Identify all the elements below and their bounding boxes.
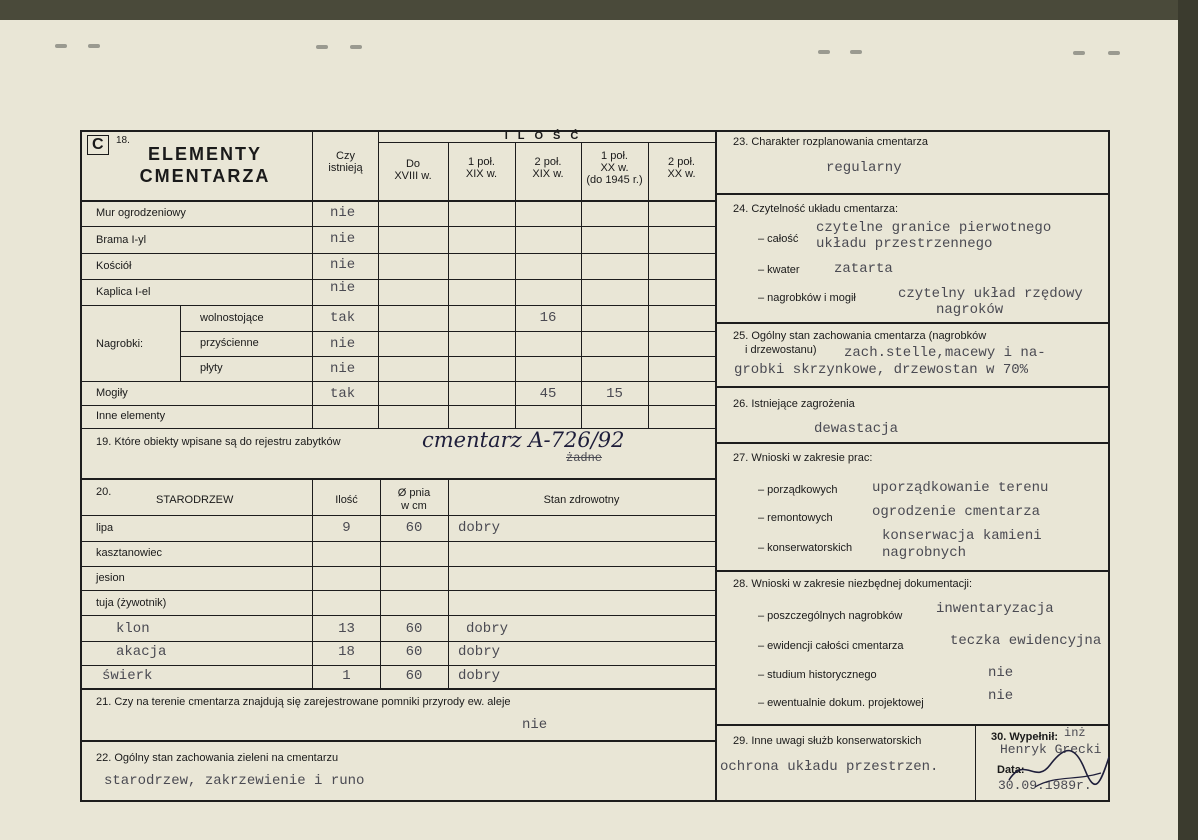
tree-name-swierk: świerk: [102, 668, 153, 684]
section-letter: C: [87, 135, 109, 155]
exists-kosciol: nie: [330, 257, 356, 273]
col-header-1-b: XVIII w.: [394, 170, 432, 182]
q24-kwater-value: zatarta: [834, 261, 893, 277]
tree-name-lipa: lipa: [96, 522, 114, 534]
q28-item4-value: nie: [988, 688, 1014, 704]
tree-diam-lipa: 60: [405, 520, 423, 536]
q30-name: Henryk Grecki: [1000, 742, 1102, 757]
q24-calosc-line2: układu przestrzennego: [816, 236, 993, 252]
q29-answer: ochrona układu przestrzen.: [720, 759, 939, 775]
q20-col-health: Stan zdrowotny: [543, 494, 620, 506]
col-exists-line2: istnieją: [328, 162, 363, 174]
tree-name-akacja: akacja: [116, 644, 167, 660]
q28-item3-value: nie: [988, 665, 1014, 681]
exists-przyscienne: nie: [330, 336, 356, 352]
exists-wolnostojace: tak: [330, 310, 356, 326]
exists-plyty: nie: [330, 361, 356, 377]
q29-label: 29. Inne uwagi służb konserwatorskich: [733, 735, 922, 747]
row-label-wolnostojace: wolnostojące: [200, 312, 264, 324]
q28-item1-value: inwentaryzacja: [936, 601, 1054, 617]
tree-count-lipa: 9: [342, 520, 351, 536]
q24-nagrobkow-label: – nagrobków i mogił: [758, 292, 856, 304]
q21-label: 21. Czy na terenie cmentarza znajdują się zarejestrowane pomniki przyrody ew. aleje: [96, 696, 511, 708]
col-header-4-b: XX w.: [600, 162, 629, 174]
tree-name-klon: klon: [116, 621, 150, 637]
col-header-5-a: 2 poł.: [668, 156, 695, 168]
tree-diam-akacja: 60: [405, 644, 423, 660]
col-header-3-b: XIX w.: [532, 168, 564, 180]
q23-label: 23. Charakter rozplanowania cmentarza: [733, 136, 929, 148]
q24-kwater-label: – kwater: [758, 264, 800, 276]
tree-count-klon: 13: [338, 621, 355, 637]
q20-col-diam-b: w cm: [401, 500, 427, 512]
q25-label-line2: i drzewostanu): [745, 344, 817, 356]
row-label-inne: Inne elementy: [96, 410, 166, 422]
q30-prefix: inż: [1064, 726, 1086, 740]
col-header-2-b: XIX w.: [465, 168, 498, 180]
tree-count-akacja: 18: [338, 644, 355, 660]
tree-diam-klon: 60: [405, 621, 423, 637]
q19-label: 19. Które obiekty wpisane są do rejestru zabytków: [96, 436, 341, 448]
q20-col-count: Ilość: [335, 494, 358, 506]
section-title-line2: CMENTARZA: [139, 166, 271, 186]
exists-kaplica: nie: [330, 280, 356, 296]
tree-health-akacja: dobry: [458, 644, 501, 660]
q27-item3-line2: nagrobnych: [882, 545, 967, 561]
q24-label: 24. Czytelność układu cmentarza:: [733, 203, 899, 215]
q27-item2-label: – remontowych: [758, 512, 833, 524]
q27-item2-value: ogrodzenie cmentarza: [872, 504, 1041, 520]
q20-col-diam-a: Ø pnia: [397, 487, 431, 499]
qty-mogily-1pol20: 15: [606, 386, 623, 402]
col-header-3-a: 2 poł.: [534, 156, 562, 168]
qty-mogily-2pol19: 45: [539, 386, 557, 402]
q23-answer: regularny: [826, 160, 902, 176]
q28-label: 28. Wnioski w zakresie niezbędnej dokumentacji:: [733, 578, 973, 590]
punch-mark: [88, 44, 100, 48]
q25-label-line1: 25. Ogólny stan zachowania cmentarza (nagrobków: [733, 330, 987, 342]
punch-mark: [1108, 51, 1120, 55]
q30-date: 30.09.1989r.: [998, 778, 1092, 793]
signature-scribble: [1005, 735, 1115, 790]
tree-name-tuja: tuja (żywotnik): [96, 597, 167, 609]
col-exists-line1: Czy: [336, 150, 355, 162]
col-header-1-a: Do: [405, 158, 421, 170]
qty-wolnostojace-2pol19: 16: [539, 310, 557, 326]
q19-struck: żadne: [566, 451, 603, 465]
punch-mark: [818, 50, 830, 54]
section-title-line1: ELEMENTY: [147, 144, 262, 164]
exists-brama: nie: [330, 231, 356, 247]
q24-calosc-label: – całość: [758, 233, 799, 245]
punch-mark: [1073, 51, 1085, 55]
row-label-plyty: płyty: [200, 362, 223, 374]
q27-item1-value: uporządkowanie terenu: [872, 480, 1049, 496]
row-label-brama: Brama I-yl: [96, 234, 147, 246]
tree-health-swierk: dobry: [458, 668, 501, 684]
row-label-kosciol: Kościół: [96, 260, 132, 272]
tree-diam-swierk: 60: [405, 668, 423, 684]
punch-mark: [316, 45, 328, 49]
q21-answer: nie: [522, 717, 548, 733]
exists-mogily: tak: [330, 386, 356, 402]
punch-mark: [350, 45, 362, 49]
col-header-4-c: (do 1945 r.): [586, 174, 643, 186]
q22-label: 22. Ogólny stan zachowania zieleni na cmentarzu: [96, 752, 339, 764]
q28-item3-label: – studium historycznego: [758, 669, 877, 681]
q28-item1-label: – poszczególnych nagrobków: [758, 610, 903, 622]
row-label-kaplica: Kaplica I-el: [96, 286, 151, 298]
section-number: 18.: [116, 135, 130, 146]
q26-answer: dewastacja: [814, 421, 899, 437]
row-label-mur: Mur ogrodzeniowy: [96, 207, 186, 219]
ilosc-header: ILOŚĆ: [504, 130, 589, 142]
row-label-przyscienne: przyścienne: [200, 337, 259, 349]
nagrobki-label: Nagrobki:: [96, 338, 144, 350]
q27-label: 27. Wnioski w zakresie prac:: [733, 452, 873, 464]
q27-item3-label: – konserwatorskich: [758, 542, 853, 554]
punch-mark: [55, 44, 67, 48]
q28-item2-value: teczka ewidencyjna: [950, 633, 1102, 649]
col-header-4-a: 1 poł.: [601, 150, 628, 162]
exists-mur: nie: [330, 205, 356, 221]
background-edge: [1178, 0, 1198, 840]
q20-title: STARODRZEW: [156, 494, 234, 506]
row-label-mogily: Mogiły: [96, 387, 128, 399]
q24-calosc-line1: czytelne granice pierwotnego: [816, 220, 1052, 236]
punch-mark: [850, 50, 862, 54]
q30-date-label: Data:: [997, 764, 1025, 776]
q28-item2-label: – ewidencji całości cmentarza: [758, 640, 904, 652]
q28-item4-label: – ewentualnie dokum. projektowej: [758, 697, 924, 709]
q25-answer-line1: zach.stelle,macewy i na-: [844, 345, 1046, 361]
col-header-2-a: 1 poł.: [468, 156, 495, 168]
q26-label: 26. Istniejące zagrożenia: [733, 398, 855, 410]
q20-number: 20.: [96, 486, 112, 498]
tree-health-lipa: dobry: [458, 520, 501, 536]
q25-answer-line2: grobki skrzynkowe, drzewostan w 70%: [734, 362, 1029, 378]
q27-item3-line1: konserwacja kamieni: [882, 528, 1042, 544]
tree-name-jesion: jesion: [96, 572, 125, 584]
tree-count-swierk: 1: [342, 668, 351, 684]
tree-name-kasztanowiec: kasztanowiec: [96, 547, 163, 559]
q30-label: 30. Wypełnił:: [991, 731, 1059, 743]
q19-handwritten: cmentarz A-726/92: [422, 428, 625, 452]
col-header-5-b: XX w.: [667, 168, 696, 180]
q27-item1-label: – porządkowych: [758, 484, 838, 496]
tree-health-klon: dobry: [466, 621, 509, 637]
q24-nagrobkow-line1: czytelny układ rzędowy: [898, 286, 1083, 302]
q24-nagrobkow-line2: nagroków: [936, 302, 1004, 318]
q22-answer: starodrzew, zakrzewienie i runo: [104, 773, 365, 789]
